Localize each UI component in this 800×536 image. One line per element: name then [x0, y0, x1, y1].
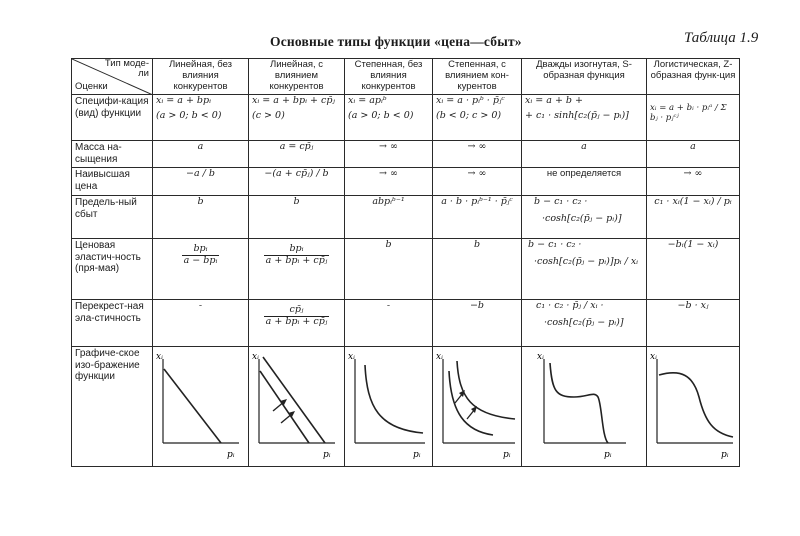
graph-3-x-label: pᵢ [413, 450, 421, 460]
spec-1-line2: (a > 0; b < 0) [156, 109, 222, 121]
marginal-cell-3: abpᵢᵇ⁻¹ [345, 196, 433, 239]
price-cell-4: → ∞ [433, 168, 522, 196]
elasticity-cell-4: b [433, 239, 522, 300]
graph-5-x-label: pᵢ [604, 450, 612, 460]
cross-2-fraction [264, 305, 330, 328]
graph-4-x-label: pᵢ [503, 450, 511, 460]
s-curve-graph [522, 347, 647, 465]
marginal-cell-6: c₁ · xᵢ(1 − xᵢ) / pᵢ [647, 196, 740, 239]
saturation-cell-5: a [522, 141, 647, 168]
elasticity-5-line1: b − c₁ · c₂ · [528, 239, 582, 250]
row-label-cross-elasticity: Перекрест-ная эла-стичность [72, 300, 153, 347]
spec-4-line2: (b < 0; c > 0) [436, 109, 502, 121]
z-curve-graph [647, 347, 740, 465]
linear-competition-graph [249, 347, 345, 465]
saturation-cell-1: a [153, 141, 249, 168]
cross-5-line1: c₁ · c₂ · p̄ⱼ / xᵢ · [536, 300, 604, 311]
graph-1-x-label: pᵢ [227, 450, 235, 460]
s-curve [550, 363, 608, 443]
spec-1-line1: xᵢ = a + bpᵢ [156, 95, 212, 106]
table-number: Таблица 1.9 [684, 30, 759, 46]
cross-2-numerator: cp̄ⱼ [264, 305, 330, 317]
z-curve [659, 373, 733, 437]
cross-5-line2: ·cosh[c₂(p̄ⱼ − pᵢ)] [544, 316, 624, 328]
row-label-graphs: Графиче-ское изо-бражение функции [72, 347, 153, 467]
elasticity-2-numerator: bpᵢ [264, 244, 330, 256]
spec-3-line1: xᵢ = apᵢᵇ [348, 95, 387, 106]
power-graph [345, 347, 433, 465]
spec-3-line2: (a > 0; b < 0) [348, 109, 414, 121]
spec-cell-6 [647, 95, 740, 141]
row-price-elasticity [72, 239, 740, 300]
cross-cell-4: −b [433, 300, 522, 347]
col-header-4: Степенная, с влиянием кон-курентов [433, 59, 522, 95]
row-specification [72, 95, 740, 141]
graph-cell-4 [433, 347, 522, 467]
elasticity-2-denominator: a + bpᵢ + cp̄ⱼ [265, 254, 328, 266]
header-diagonal-cell [72, 59, 153, 95]
row-label-specification: Специфи-кация (вид) функции [72, 95, 153, 141]
elasticity-1-numerator: bpᵢ [182, 244, 220, 256]
marginal-5-line2: ·cosh[c₂(p̄ⱼ − pᵢ)] [542, 212, 622, 224]
demand-line-high [263, 357, 325, 443]
elasticity-5-line2: ·cosh[c₂(p̄ⱼ − pᵢ)]pᵢ / xᵢ [534, 255, 639, 267]
saturation-cell-6: a [647, 141, 740, 168]
spec-cell-4 [433, 95, 522, 141]
elasticity-cell-5 [522, 239, 647, 300]
elasticity-cell-3: b [345, 239, 433, 300]
graph-6-x-label: pᵢ [721, 450, 729, 460]
spec-2-line2: (c > 0) [252, 109, 285, 121]
saturation-cell-4: → ∞ [433, 141, 522, 168]
graph-2-y-label: xᵢ [252, 352, 259, 362]
graph-cell-2 [249, 347, 345, 467]
cross-cell-2 [249, 300, 345, 347]
col-header-1: Линейная, без влияния конкурентов [153, 59, 249, 95]
graph-cell-3 [345, 347, 433, 467]
elasticity-cell-6: −bᵢ(1 − xᵢ) [647, 239, 740, 300]
row-label-price-elasticity: Ценовая эластич-ность (пря-мая) [72, 239, 153, 300]
spec-cell-3 [345, 95, 433, 141]
cross-cell-5 [522, 300, 647, 347]
graph-6-y-label: xᵢ [650, 352, 657, 362]
graph-cell-5 [522, 347, 647, 467]
table-title: Основные типы функции «цена—сбыт» [270, 34, 522, 49]
marginal-cell-4: a · b · pᵢᵇ⁻¹ · p̄ⱼᶜ [433, 196, 522, 239]
col-header-6: Логистическая, Z-образная функ-ция [647, 59, 740, 95]
power-competition-graph [433, 347, 522, 465]
price-cell-2: −(a + cp̄ⱼ) / b [249, 168, 345, 196]
demand-line-low [260, 371, 309, 443]
elasticity-1-denominator: a − bpᵢ [183, 254, 218, 266]
row-cross-elasticity [72, 300, 740, 347]
cross-cell-3: - [345, 300, 433, 347]
marginal-cell-5 [522, 196, 647, 239]
row-highest-price [72, 168, 740, 196]
spec-cell-5 [522, 95, 647, 141]
row-marginal-sales [72, 196, 740, 239]
spec-4-line1: xᵢ = a · pᵢᵇ · p̄ⱼᶜ [436, 95, 505, 106]
marginal-cell-2: b [249, 196, 345, 239]
col-header-2: Линейная, с влиянием конкурентов [249, 59, 345, 95]
demand-line [164, 369, 221, 443]
price-sales-table [71, 58, 740, 467]
cross-cell-6: −b · xⱼ [647, 300, 740, 347]
power-curve [365, 365, 423, 433]
elasticity-cell-2 [249, 239, 345, 300]
saturation-cell-2: a = cp̄ⱼ [249, 141, 345, 168]
graph-cell-1 [153, 347, 249, 467]
marginal-5-line1: b − c₁ · c₂ · [534, 196, 588, 207]
row-graphs [72, 347, 740, 467]
spec-2-line1: xᵢ = a + bpᵢ + cp̄ⱼ [252, 95, 335, 106]
price-cell-3: → ∞ [345, 168, 433, 196]
power-curve-high [457, 361, 515, 419]
saturation-cell-3: → ∞ [345, 141, 433, 168]
col-header-3: Степенная, без влияния конкурентов [345, 59, 433, 95]
elasticity-cell-1 [153, 239, 249, 300]
graph-5-y-label: xᵢ [537, 352, 544, 362]
graph-2-x-label: pᵢ [323, 450, 331, 460]
row-label-saturation: Масса на-сыщения [72, 141, 153, 168]
spec-5-line1: xᵢ = a + b + [525, 95, 583, 106]
spec-5-line2: + c₁ · sinh[c₂(p̄ⱼ − pᵢ)] [525, 109, 629, 121]
graph-3-y-label: xᵢ [348, 352, 355, 362]
elasticity-1-fraction [182, 244, 220, 267]
graph-4-y-label: xᵢ [436, 352, 443, 362]
graph-cell-6 [647, 347, 740, 467]
cross-2-denominator: a + bpᵢ + cp̄ⱼ [265, 315, 328, 327]
header-row [72, 59, 740, 95]
col-header-5: Дважды изогнутая, S-образная функция [522, 59, 647, 95]
marginal-cell-1: b [153, 196, 249, 239]
row-saturation [72, 141, 740, 168]
linear-graph [153, 347, 249, 465]
spec-cell-2 [249, 95, 345, 141]
graph-1-y-label: xᵢ [156, 352, 163, 362]
cross-cell-1: - [153, 300, 249, 347]
price-cell-5: не определяется [522, 168, 647, 196]
spec-cell-1 [153, 95, 249, 141]
model-type-label: Тип моде-ли [104, 58, 149, 80]
price-cell-6: → ∞ [647, 168, 740, 196]
price-cell-1: −a / b [153, 168, 249, 196]
row-label-highest-price: Наивысшая цена [72, 168, 153, 196]
ratings-label: Оценки [75, 81, 108, 93]
spec-6-line1: xᵢ = a + bᵢ · pᵢᵃ / Σ bⱼ · pⱼᶜʲ [650, 103, 727, 123]
row-label-marginal-sales: Предель-ный сбыт [72, 196, 153, 239]
elasticity-2-fraction [264, 244, 330, 267]
